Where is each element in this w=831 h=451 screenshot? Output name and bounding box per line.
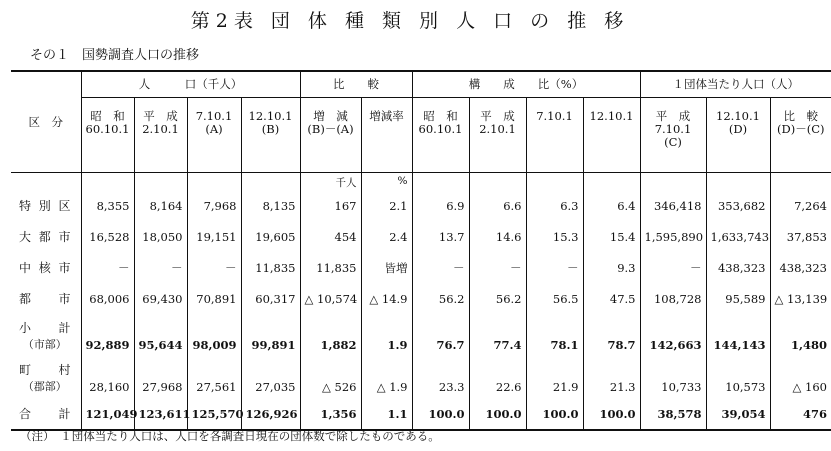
table-cell: 476: [770, 398, 831, 430]
table-cell: 47.5: [583, 283, 640, 314]
table-cell: 6.6: [469, 190, 526, 221]
column-header-line: 60.10.1: [85, 122, 130, 136]
column-header-line: 12.10.1: [716, 109, 760, 123]
table-cell: 144,143: [706, 314, 770, 356]
table-cell: △ 160: [770, 356, 831, 398]
table-cell: 1,480: [770, 314, 831, 356]
table-cell: 123,611: [134, 398, 187, 430]
column-header-line: 平 成: [655, 109, 691, 123]
table-cell: 142,663: [640, 314, 706, 356]
column-header: [187, 98, 241, 173]
table-cell: 56.2: [412, 283, 469, 314]
table-cell: 100.0: [526, 398, 583, 430]
column-header-line: 12.10.1: [589, 109, 634, 123]
table-cell: 95,589: [706, 283, 770, 314]
table-cell: 78.7: [583, 314, 640, 356]
column-header-line: 7.10.1: [536, 109, 573, 123]
column-header-line: 比 較: [783, 109, 818, 123]
row-label-text: 都市: [19, 292, 71, 306]
table-cell: 1,882: [300, 314, 361, 356]
row-label-text: 小計: [19, 320, 71, 335]
column-header-line: (D)－(C): [777, 122, 825, 136]
table-cell: 38,578: [640, 398, 706, 430]
table-cell: 15.3: [526, 221, 583, 252]
row-label: [11, 356, 81, 398]
table-cell: 100.0: [412, 398, 469, 430]
table-cell: 1.9: [361, 314, 412, 356]
column-header: [81, 98, 134, 173]
table-cell: －: [640, 252, 706, 283]
table-cell: 27,561: [187, 356, 241, 398]
column-header: [640, 98, 706, 173]
table-cell: 70,891: [187, 283, 241, 314]
table-cell: 95,644: [134, 314, 187, 356]
table-cell: 18,050: [134, 221, 187, 252]
table-cell: 100.0: [583, 398, 640, 430]
page-title: 第2表 団 体 種 類 別 人 口 の 推 移: [190, 10, 630, 32]
table-cell: 353,682: [706, 190, 770, 221]
table-cell: 19,151: [187, 221, 241, 252]
row-label-text: 町村: [19, 362, 71, 377]
table-cell: 438,323: [706, 252, 770, 283]
column-header-line: 7.10.1: [195, 109, 233, 123]
table-cell: 39,054: [706, 398, 770, 430]
table-cell: 15.4: [583, 221, 640, 252]
row-label: [11, 283, 81, 314]
table-cell: 27,968: [134, 356, 187, 398]
column-header-line: (D): [728, 122, 748, 136]
table-cell: 121,049: [81, 398, 134, 430]
row-label: [11, 398, 81, 430]
table-cell: 78.1: [526, 314, 583, 356]
table-cell: 56.2: [469, 283, 526, 314]
table-cell: 13.7: [412, 221, 469, 252]
table-cell: 10,573: [706, 356, 770, 398]
table-cell: 1,356: [300, 398, 361, 430]
table-cell: 92,889: [81, 314, 134, 356]
table-cell: 108,728: [640, 283, 706, 314]
subtitle: その１ 国勢調査人口の推移: [30, 48, 200, 63]
column-header: [300, 98, 361, 173]
table-cell: 98,009: [187, 314, 241, 356]
table-cell: 6.3: [526, 190, 583, 221]
header-group-comparison: 比 較: [300, 71, 412, 98]
table-cell: －: [134, 252, 187, 283]
table-row: [11, 398, 831, 430]
column-header: [706, 98, 770, 173]
table-cell: －: [187, 252, 241, 283]
table-cell: 126,926: [241, 398, 300, 430]
table-cell: △ 1.9: [361, 356, 412, 398]
table-row: [11, 252, 831, 283]
table-cell: 125,570: [187, 398, 241, 430]
footnote: （注） １団体当たり人口は、人口を各調査日現在の団体数で除したものである。: [20, 429, 440, 443]
column-header-line: 昭 和: [423, 109, 458, 123]
header-group-per-unit: １団体当たり人口（人）: [640, 71, 831, 98]
unit-change: 千人: [300, 173, 361, 191]
table-cell: 2.1: [361, 190, 412, 221]
row-label-text: 中核市: [19, 261, 71, 275]
table-cell: 8,135: [241, 190, 300, 221]
table-cell: 6.9: [412, 190, 469, 221]
header-group-population: 人 口（千人）: [81, 71, 300, 98]
table-cell: 77.4: [469, 314, 526, 356]
column-header: [361, 98, 412, 173]
column-header: [770, 98, 831, 173]
table-cell: 7,968: [187, 190, 241, 221]
row-label-text: 大都市: [19, 230, 71, 244]
column-header: [134, 98, 187, 173]
table-cell: 167: [300, 190, 361, 221]
column-header-line: 2.10.1: [142, 122, 179, 136]
row-label-sub: （郡部）: [22, 379, 67, 393]
row-label: [11, 252, 81, 283]
table-cell: 68,006: [81, 283, 134, 314]
table-cell: 皆増: [361, 252, 412, 283]
column-header-line: 12.10.1: [248, 109, 293, 123]
table-cell: 16,528: [81, 221, 134, 252]
table-cell: 14.6: [469, 221, 526, 252]
column-header-line: (B)－(A): [307, 122, 354, 136]
table-cell: 76.7: [412, 314, 469, 356]
table-cell: 10,733: [640, 356, 706, 398]
table-row: [11, 314, 831, 356]
column-header-line: 平 成: [143, 109, 178, 123]
table-cell: 37,853: [770, 221, 831, 252]
table-cell: △ 13,139: [770, 283, 831, 314]
column-header-line: 増 減: [313, 109, 348, 123]
table-row: [11, 283, 831, 314]
table-cell: 6.4: [583, 190, 640, 221]
population-table: [11, 70, 831, 431]
column-header: [526, 98, 583, 173]
table-cell: △ 10,574: [300, 283, 361, 314]
row-label: [11, 190, 81, 221]
row-label-text: 合計: [19, 407, 71, 421]
table-cell: 21.3: [583, 356, 640, 398]
table-cell: 11,835: [300, 252, 361, 283]
column-header-line: 7.10.1: [654, 122, 692, 136]
table-cell: 27,035: [241, 356, 300, 398]
column-header: [241, 98, 300, 173]
table-cell: 56.5: [526, 283, 583, 314]
table-cell: 23.3: [412, 356, 469, 398]
table-cell: 9.3: [583, 252, 640, 283]
column-header-line: 増減率: [369, 109, 404, 123]
table-cell: 346,418: [640, 190, 706, 221]
row-label: [11, 314, 81, 356]
table-row: [11, 190, 831, 221]
table-cell: 438,323: [770, 252, 831, 283]
table-cell: 8,355: [81, 190, 134, 221]
header-kubun: 区 分: [11, 71, 81, 173]
table-cell: 99,891: [241, 314, 300, 356]
table-cell: 454: [300, 221, 361, 252]
table-cell: 28,160: [81, 356, 134, 398]
table-cell: －: [469, 252, 526, 283]
column-header-line: 昭 和: [90, 109, 125, 123]
table-cell: 1,633,743: [706, 221, 770, 252]
column-header: [583, 98, 640, 173]
row-label-text: 特別区: [19, 199, 71, 213]
table-cell: 69,430: [134, 283, 187, 314]
unit-rate: %: [361, 173, 412, 191]
table-cell: 7,264: [770, 190, 831, 221]
table-cell: △ 14.9: [361, 283, 412, 314]
table-row: [11, 221, 831, 252]
table-cell: △ 526: [300, 356, 361, 398]
table-cell: 11,835: [241, 252, 300, 283]
table-row: [11, 356, 831, 398]
column-header: [412, 98, 469, 173]
table-cell: －: [526, 252, 583, 283]
table-cell: 1.1: [361, 398, 412, 430]
row-label: [11, 221, 81, 252]
table-cell: 22.6: [469, 356, 526, 398]
table-cell: 60,317: [241, 283, 300, 314]
column-header-line: 平 成: [480, 109, 515, 123]
table-cell: 8,164: [134, 190, 187, 221]
table-cell: 100.0: [469, 398, 526, 430]
column-header-line: 60.10.1: [418, 122, 463, 136]
table-cell: 1,595,890: [640, 221, 706, 252]
column-header-line: (C): [664, 135, 682, 149]
table-cell: 2.4: [361, 221, 412, 252]
column-header-line: 2.10.1: [479, 122, 516, 136]
table-cell: －: [412, 252, 469, 283]
column-header-line: (B): [261, 122, 280, 136]
row-label-sub: （市部）: [22, 337, 67, 351]
column-header-line: (A): [205, 122, 223, 136]
column-header: [469, 98, 526, 173]
table-cell: 19,605: [241, 221, 300, 252]
table-cell: －: [81, 252, 134, 283]
header-group-composition: 構 成 比（%）: [412, 71, 640, 98]
table-cell: 21.9: [526, 356, 583, 398]
